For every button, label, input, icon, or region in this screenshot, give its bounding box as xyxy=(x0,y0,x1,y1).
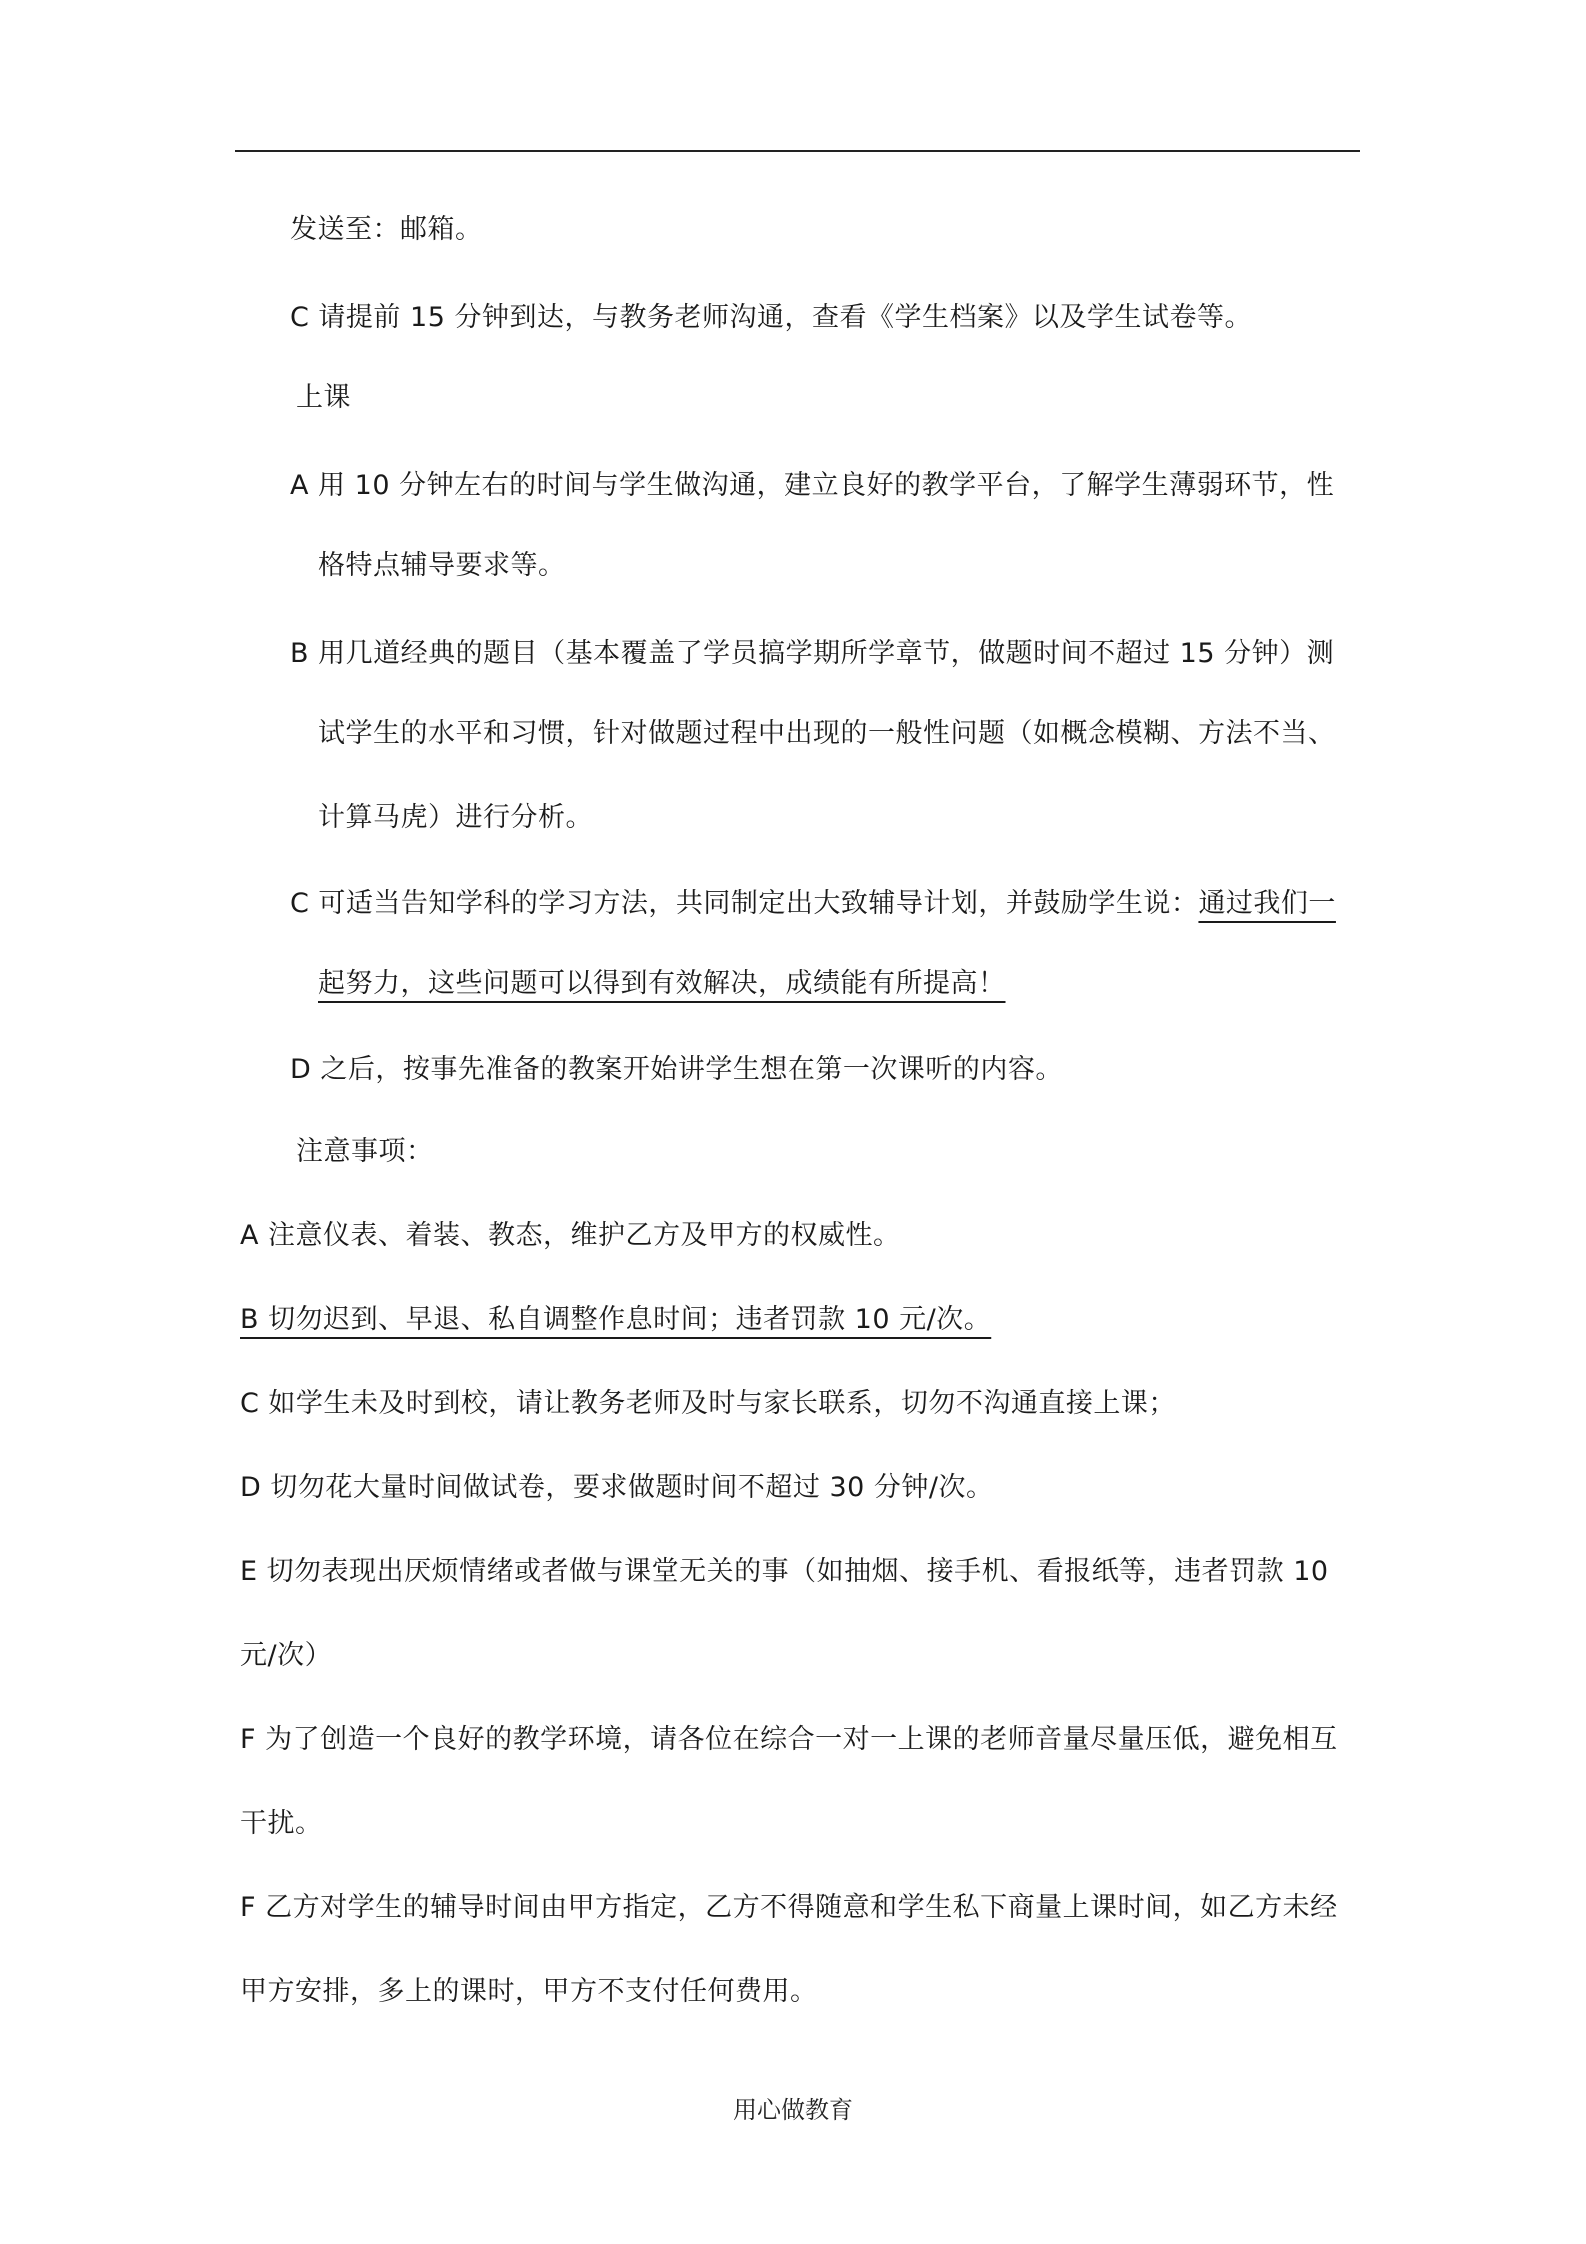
note-f-2: 干扰。 xyxy=(240,1808,323,1839)
header-rule xyxy=(235,150,1360,152)
text-line-arrive-early: C 请提前 15 分钟到达，与教务老师沟通，查看《学生档案》以及学生试卷等。 xyxy=(290,302,1252,333)
text-line-b-2: 试学生的水平和习惯，针对做题过程中出现的一般性问题（如概念模糊、方法不当、 xyxy=(318,718,1336,749)
text-line-c-1-main: C 可适当告知学科的学习方法，共同制定出大致辅导计划，并鼓励学生说： xyxy=(290,888,1199,919)
note-f2-1: F 乙方对学生的辅导时间由甲方指定，乙方不得随意和学生私下商量上课时间，如乙方未经 xyxy=(240,1892,1338,1923)
note-f2-2: 甲方安排，多上的课时，甲方不支付任何费用。 xyxy=(240,1976,818,2007)
note-a: A 注意仪表、着装、教态，维护乙方及甲方的权威性。 xyxy=(240,1220,901,1251)
note-d: D 切勿花大量时间做试卷，要求做题时间不超过 30 分钟/次。 xyxy=(240,1472,994,1503)
page-footer: 用心做教育 xyxy=(733,2096,853,2124)
text-line-c-2-underlined: 起努力，这些问题可以得到有效解决，成绩能有所提高！ xyxy=(318,968,1006,999)
text-line-b-3: 计算马虎）进行分析。 xyxy=(318,802,593,833)
text-line-a-2: 格特点辅导要求等。 xyxy=(318,550,566,581)
note-e-2: 元/次） xyxy=(240,1640,333,1671)
text-line-send-to: 发送至：邮箱。 xyxy=(290,214,483,245)
text-line-a-1: A 用 10 分钟左右的时间与学生做沟通，建立良好的教学平台，了解学生薄弱环节，性 xyxy=(290,470,1335,501)
text-line-b-1: B 用几道经典的题目（基本覆盖了学员搞学期所学章节，做题时间不超过 15 分钟）测 xyxy=(290,638,1335,669)
section-heading-notes: 注意事项： xyxy=(296,1136,434,1167)
section-heading-class: 上课 xyxy=(296,382,351,413)
note-b-underlined: B 切勿迟到、早退、私自调整作息时间；违者罚款 10 元/次。 xyxy=(240,1304,992,1335)
text-line-c-1 xyxy=(290,886,1336,922)
text-line-d: D 之后，按事先准备的教案开始讲学生想在第一次课听的内容。 xyxy=(290,1054,1063,1085)
text-line-c-1-underlined: 通过我们一 xyxy=(1198,888,1336,919)
note-f-1: F 为了创造一个良好的教学环境，请各位在综合一对一上课的老师音量尽量压低，避免相互 xyxy=(240,1724,1338,1755)
note-e-1: E 切勿表现出厌烦情绪或者做与课堂无关的事（如抽烟、接手机、看报纸等，违者罚款 10 xyxy=(240,1556,1329,1587)
note-c: C 如学生未及时到校，请让教务老师及时与家长联系，切勿不沟通直接上课； xyxy=(240,1388,1176,1419)
